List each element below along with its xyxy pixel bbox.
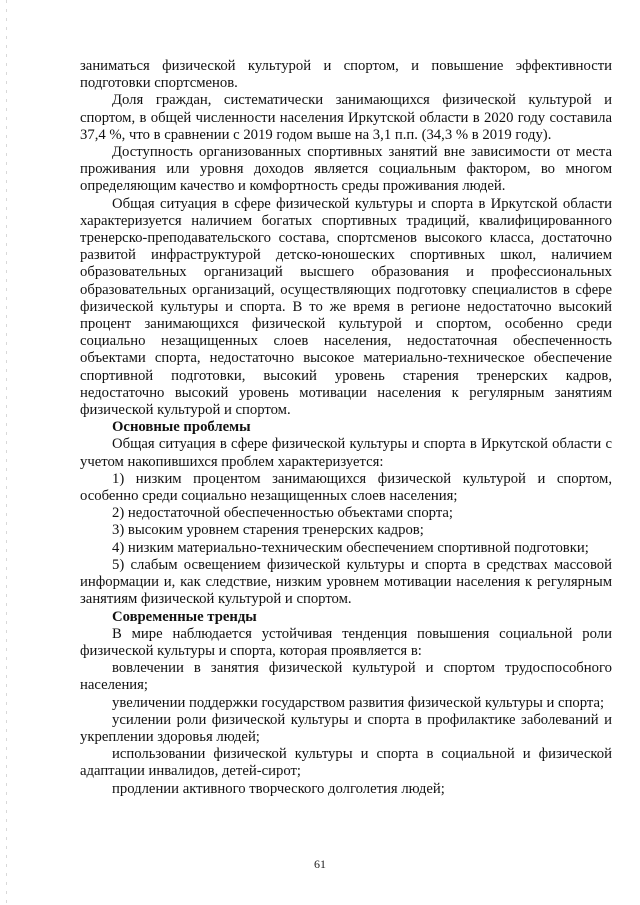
heading-modern-trends: Современные тренды xyxy=(112,608,257,625)
list-item-problem-4: 4) низким материально-техническим обеспечением спортивной подготовки; xyxy=(112,539,589,556)
list-item-problem-3: 3) высоким уровнем старения тренерских кадров; xyxy=(112,522,424,539)
paragraph-accessibility: Доступность организованных спортивных занятий вне зависимости от места проживания или уровня доходов является социальным фактором, во многом определяющим качество и комфортность среды проживания людей. xyxy=(80,144,612,195)
scan-edge-artifact xyxy=(6,0,7,905)
paragraph-share-of-citizens: Доля граждан, систематически занимающихся физической культурой и спортом, в общей численности населения Иркутской области в 2020 году составила 37,4 %, что в сравнении с 2019 годом выше на 3,1 п.п. (34,3 % в 2019 году). xyxy=(80,92,612,143)
list-item-trend-4: использовании физической культуры и спорта в социальной и физической адаптации инвалидов, детей-сирот; xyxy=(80,746,612,780)
paragraph-continuation: заниматься физической культурой и спортом, и повышение эффективности подготовки спортсменов. xyxy=(80,58,612,92)
list-item-trend-1: вовлечении в занятия физической культурой и спортом трудоспособного населения; xyxy=(80,660,612,694)
list-item-trend-3: усилении роли физической культуры и спорта в профилактике заболеваний и укреплении здоровья людей; xyxy=(80,711,612,745)
document-page xyxy=(80,58,612,798)
list-item-problem-1: 1) низким процентом занимающихся физической культурой и спортом, особенно среди социально незащищенных слоев населения; xyxy=(80,470,612,505)
list-item-problem-5: 5) слабым освещением физической культуры и спорта в средствах массовой информации и, как следствие, низким уровнем мотивации населения к регулярным занятиям физической культурой и спортом. xyxy=(80,556,612,608)
list-item-problem-2: 2) недостаточной обеспеченностью объектами спорта; xyxy=(112,505,454,522)
list-item-trend-5: продлении активного творческого долголетия людей; xyxy=(112,780,445,797)
paragraph-problems-intro: Общая ситуация в сфере физической культуры и спорта в Иркутской области с учетом накопившихся проблем характеризуется: xyxy=(80,436,612,470)
paragraph-trends-intro: В мире наблюдается устойчивая тенденция повышения социальной роли физической культуры и спорта, которая проявляется в: xyxy=(80,625,612,659)
paragraph-general-situation: Общая ситуация в сфере физической культуры и спорта в Иркутской области характеризуется наличием богатых спортивных традиций, квалифицированного тренерско-преподавательского состава, спортсменов высокого класса, достаточно развитой инфраструктурой детско-юношеских спортивных школ, наличием образовательных организаций высшего образования и профессиональных образовательных организаций, осуществляющих подготовку специалистов в сфере физической культуры и спорта. В то же время в регионе недостаточно высокий процент занимающихся физической культурой и спортом, особенно среди социально незащищенных слоев населения, недостаточная обеспеченность объектами спорта, недостаточно высокое материально-техническое обеспечение спортивной подготовки, высокий уровень старения тренерских кадров, недостаточно высокий уровень мотивации населения к регулярным занятиям физической культурой и спортом. xyxy=(80,195,612,419)
list-item-trend-2: увеличении поддержки государством развития физической культуры и спорта; xyxy=(112,694,605,711)
page-number: 61 xyxy=(314,857,326,871)
heading-main-problems: Основные проблемы xyxy=(112,419,251,436)
